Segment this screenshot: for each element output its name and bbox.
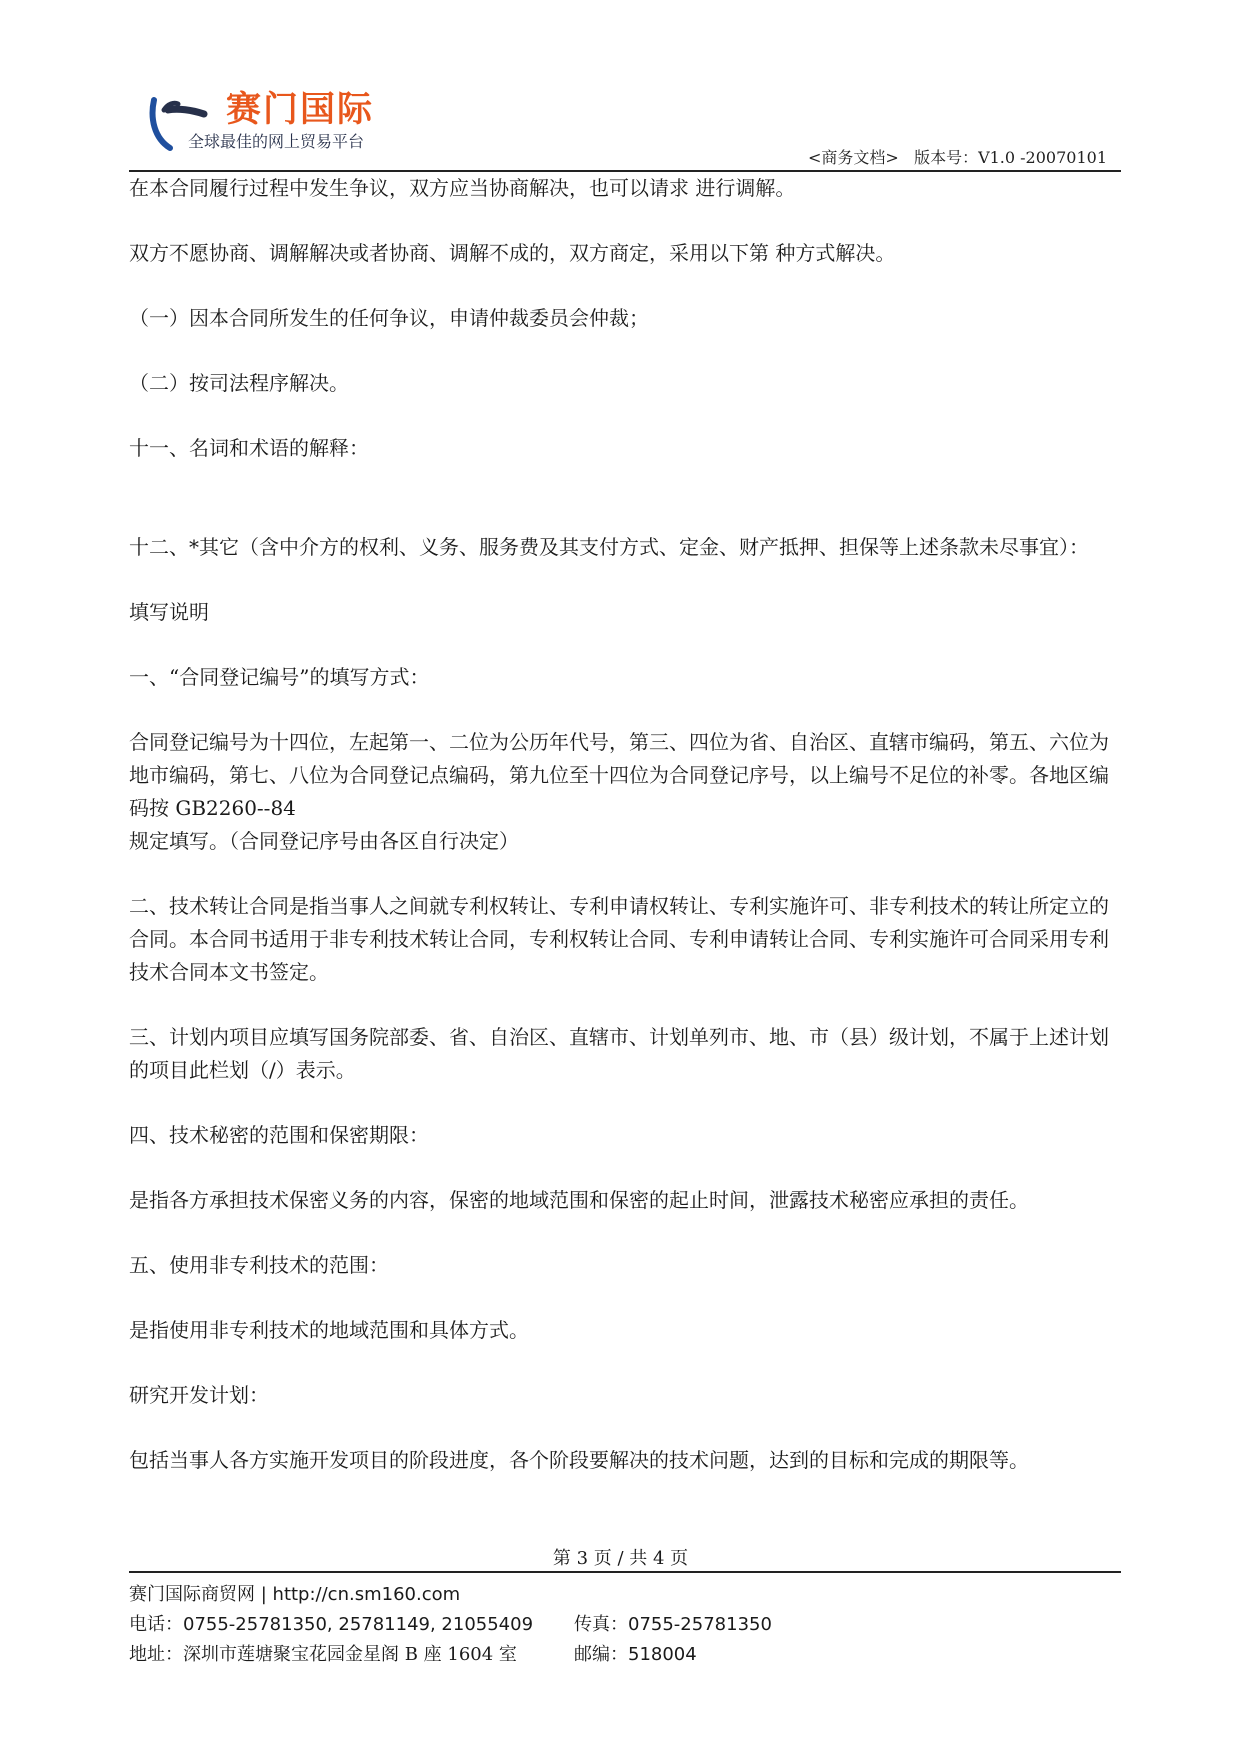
footer-address-line [129, 1640, 1121, 1670]
paragraph: 双方不愿协商、调解解决或者协商、调解不成的，双方商定，采用以下第 种方式解决。 [129, 241, 896, 265]
paragraph: 包括当事人各方实施开发项目的阶段进度，各个阶段要解决的技术问题，达到的目标和完成的期限等。 [129, 1448, 1029, 1472]
paragraph: 合同登记编号为十四位，左起第一、二位为公历年代号，第三、四位为省、自治区、直辖市编码，第五、六位为地市编码，第七、八位为合同登记点编码，第九位至十四位为合同登记序号，以上编号不足位的补零。各地区编码按 GB2260--84 [129, 730, 1109, 820]
section-heading: 十二、*其它（含中介方的权利、义务、服务费及其支付方式、定金、财产抵押、担保等上述条款未尽事宜）： [129, 535, 1089, 559]
doc-type: <商务文档> [807, 148, 899, 167]
doc-version: 版本号：V1.0 -20070101 [914, 148, 1107, 167]
paragraph: 是指各方承担技术保密义务的内容，保密的地域范围和保密的起止时间，泄露技术秘密应承担的责任。 [129, 1188, 1029, 1212]
paragraph: 是指使用非专利技术的地域范围和具体方式。 [129, 1318, 529, 1342]
footer-postcode: 518004 [628, 1644, 697, 1665]
company-logo [148, 90, 408, 160]
footer-address: 深圳市莲塘聚宝花园金星阁 B 座 1604 室 [183, 1644, 517, 1665]
page-footer [129, 1580, 1121, 1670]
footer-address-label: 地址： [129, 1644, 183, 1665]
footer-site-url[interactable]: http://cn.sm160.com [272, 1584, 461, 1605]
logo-slogan: 全球最佳的网上贸易平台 [188, 132, 365, 151]
paragraph: （一）因本合同所发生的任何争议，申请仲裁委员会仲裁； [129, 306, 649, 330]
section-heading: 十一、名词和术语的解释： [129, 436, 369, 460]
document-body [129, 172, 1121, 1509]
paragraph: 研究开发计划： [129, 1383, 269, 1407]
footer-site-line: 赛门国际商贸网 | http://cn.sm160.com [129, 1584, 461, 1605]
footer-divider [129, 1571, 1121, 1573]
footer-postcode-label: 邮编： [574, 1644, 628, 1665]
paragraph: 一、“合同登记编号”的填写方式： [129, 665, 430, 689]
footer-fax: 0755-25781350 [628, 1614, 772, 1635]
paragraph: 规定填写。（合同登记序号由各区自行决定） [129, 829, 519, 853]
paragraph: 五、使用非专利技术的范围： [129, 1253, 389, 1277]
paragraph: 在本合同履行过程中发生争议，双方应当协商解决，也可以请求 进行调解。 [129, 176, 796, 200]
footer-phone-label: 电话： [129, 1614, 183, 1635]
paragraph: 二、技术转让合同是指当事人之间就专利权转让、专利申请权转让、专利实施许可、非专利技术的转让所定立的合同。本合同书适用于非专利技术转让合同，专利权转让合同、专利申请转让合同、专利实施许可合同采用专利技术合同本文书签定。 [129, 894, 1109, 984]
logo-name: 赛门国际 [226, 90, 375, 130]
footer-phone: 0755-25781350, 25781149, 21055409 [183, 1614, 534, 1635]
header-meta [808, 148, 1107, 168]
section-heading: 填写说明 [129, 600, 209, 624]
paragraph: （二）按司法程序解决。 [129, 371, 349, 395]
footer-contact-line [129, 1610, 1121, 1640]
footer-site-name: 赛门国际商贸网 [129, 1584, 255, 1605]
footer-fax-label: 传真： [574, 1614, 628, 1635]
paragraph: 三、计划内项目应填写国务院部委、省、自治区、直辖市、计划单列市、地、市（县）级计划，不属于上述计划的项目此栏划（/）表示。 [129, 1025, 1109, 1082]
paragraph: 四、技术秘密的范围和保密期限： [129, 1123, 429, 1147]
page-number: 第 3 页 / 共 4 页 [552, 1548, 689, 1569]
